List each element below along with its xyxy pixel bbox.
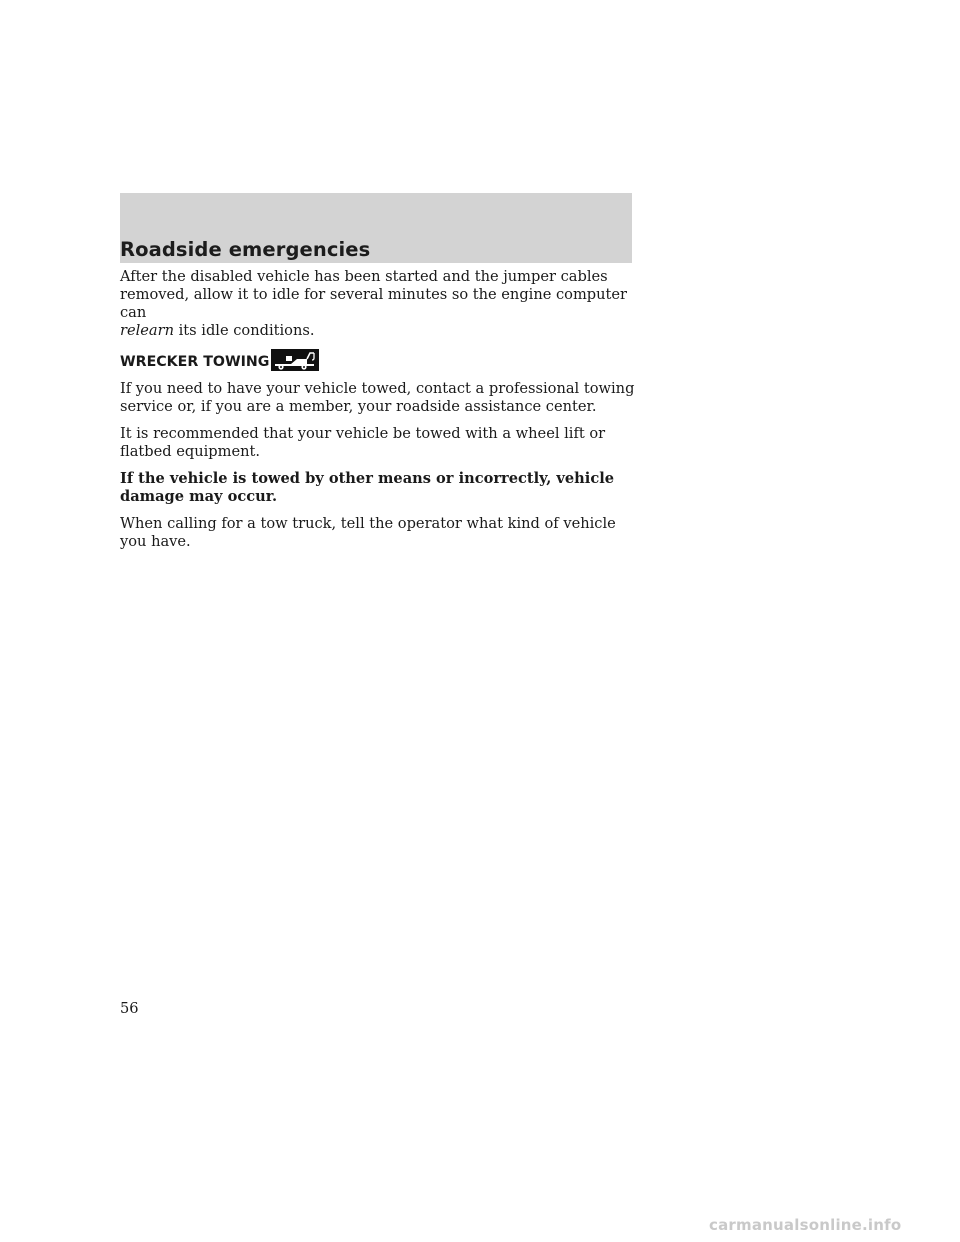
relearn-emphasis: relearn (120, 322, 174, 339)
page-number: 56 (120, 1000, 139, 1017)
watermark: carmanualsonline.info (709, 1216, 902, 1234)
paragraph-tow-truck-call: When calling for a tow truck, tell the operator what kind of vehicle you have. (120, 515, 616, 550)
section-header-band (120, 193, 632, 263)
paragraph-towing-service: If you need to have your vehicle towed, contact a professional towing service or, if you are a member, your roadside assistance center. (120, 380, 635, 415)
page-content (120, 268, 640, 560)
wrecker-towing-heading-row (120, 349, 640, 371)
paragraph-jumper-idle (120, 268, 640, 340)
paragraph-towing-recommendation: It is recommended that your vehicle be towed with a wheel lift or flatbed equipment. (120, 425, 606, 460)
paragraph-jumper-idle-text: After the disabled vehicle has been started and the jumper cables removed, allow it to idle for several minutes so the engine computer can (120, 268, 628, 321)
towing-damage-warning: If the vehicle is towed by other means or incorrectly, vehicle damage may occur. (120, 470, 615, 505)
tow-truck-icon (271, 349, 319, 371)
paragraph-jumper-idle-end: its idle conditions. (178, 322, 315, 339)
wrecker-towing-heading: WRECKER TOWING (120, 354, 270, 370)
section-title: Roadside emergencies (120, 238, 371, 261)
